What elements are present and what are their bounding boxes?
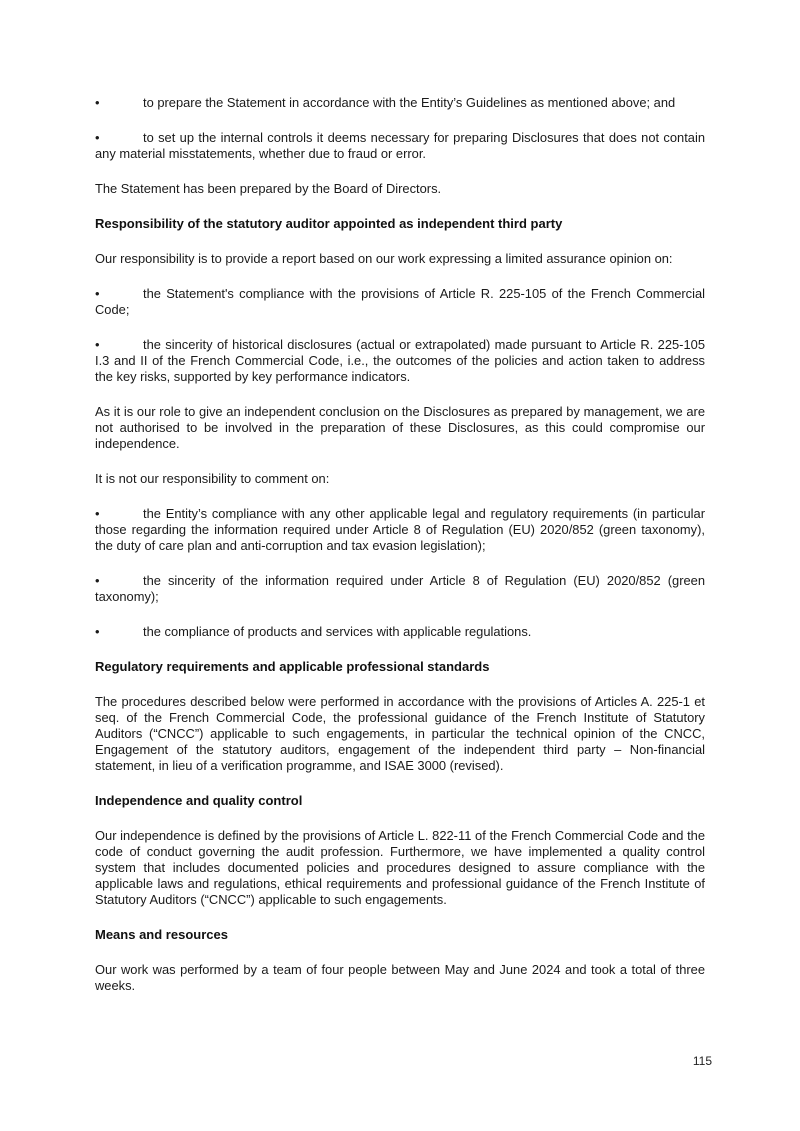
bullet-item: [95, 573, 705, 605]
bullet-text: to set up the internal controls it deems necessary for preparing Disclosures that does not contain any material misstatements, whether due to fraud or error.: [95, 130, 705, 161]
bullet-item: [95, 624, 705, 640]
bullet-symbol: •: [95, 95, 100, 110]
bullet-symbol: •: [95, 506, 100, 521]
bullet-text: to prepare the Statement in accordance with the Entity’s Guidelines as mentioned above; and: [143, 95, 676, 110]
paragraph: As it is our role to give an independent conclusion on the Disclosures as prepared by management, we are not authorised to be involved in the preparation of these Disclosures, as this could compromise our independence.: [95, 404, 705, 451]
paragraph: Our work was performed by a team of four people between May and June 2024 and took a total of three weeks.: [95, 962, 705, 993]
paragraph: The Statement has been prepared by the Board of Directors.: [95, 181, 442, 196]
paragraph: Our responsibility is to provide a report based on our work expressing a limited assurance opinion on:: [95, 251, 673, 266]
bullet-text: the sincerity of the information required under Article 8 of Regulation (EU) 2020/852 (green taxonomy);: [95, 573, 705, 604]
section-heading: Independence and quality control: [95, 793, 303, 808]
bullet-text: the sincerity of historical disclosures (actual or extrapolated) made pursuant to Article R. 225-105 I.3 and II of the French Commercial Code, i.e., the outcomes of the policies and action taken to address the key risks, supported by key performance indicators.: [95, 337, 705, 384]
paragraph: It is not our responsibility to comment on:: [95, 471, 330, 486]
bullet-text: the Statement's compliance with the provisions of Article R. 225-105 of the French Commercial Code;: [95, 286, 705, 317]
bullet-item: [95, 506, 705, 554]
bullet-symbol: •: [95, 286, 100, 301]
paragraph: Our independence is defined by the provisions of Article L. 822-11 of the French Commercial Code and the code of conduct governing the audit profession. Furthermore, we have implemented a quality control system that includes documented policies and procedures designed to assure compliance with the applicable laws and regulations, ethical requirements and professional guidance of the French Institute of Statutory Auditors (“CNCC”) applicable to such engagements.: [95, 828, 705, 907]
bullet-symbol: •: [95, 337, 100, 352]
bullet-item: [95, 337, 705, 385]
bullet-symbol: •: [95, 130, 100, 145]
bullet-item: [95, 130, 705, 162]
page-number: 115: [692, 1054, 712, 1068]
bullet-item: [95, 95, 705, 111]
section-heading: Regulatory requirements and applicable professional standards: [95, 659, 490, 674]
bullet-text: the compliance of products and services with applicable regulations.: [143, 624, 532, 639]
bullet-symbol: •: [95, 573, 100, 588]
document-body: [95, 95, 705, 1013]
paragraph: The procedures described below were performed in accordance with the provisions of Articles A. 225-1 et seq. of the French Commercial Code, the professional guidance of the French Institute of Statutory Auditors (“CNCC”) applicable to such engagements, in particular the technical opinion of the CNCC, Engagement of the statutory auditors, engagement of the independent third party – Non-financial statement, in lieu of a verification programme, and ISAE 3000 (revised).: [95, 694, 705, 773]
bullet-text: the Entity’s compliance with any other applicable legal and regulatory requirements (in particular those regarding the information required under Article 8 of Regulation (EU) 2020/852 (green taxonomy), the duty of care plan and anti-corruption and tax evasion legislation);: [95, 506, 705, 553]
section-heading: Means and resources: [95, 927, 228, 942]
bullet-symbol: •: [95, 624, 100, 639]
bullet-item: [95, 286, 705, 318]
section-heading: Responsibility of the statutory auditor appointed as independent third party: [95, 216, 563, 231]
